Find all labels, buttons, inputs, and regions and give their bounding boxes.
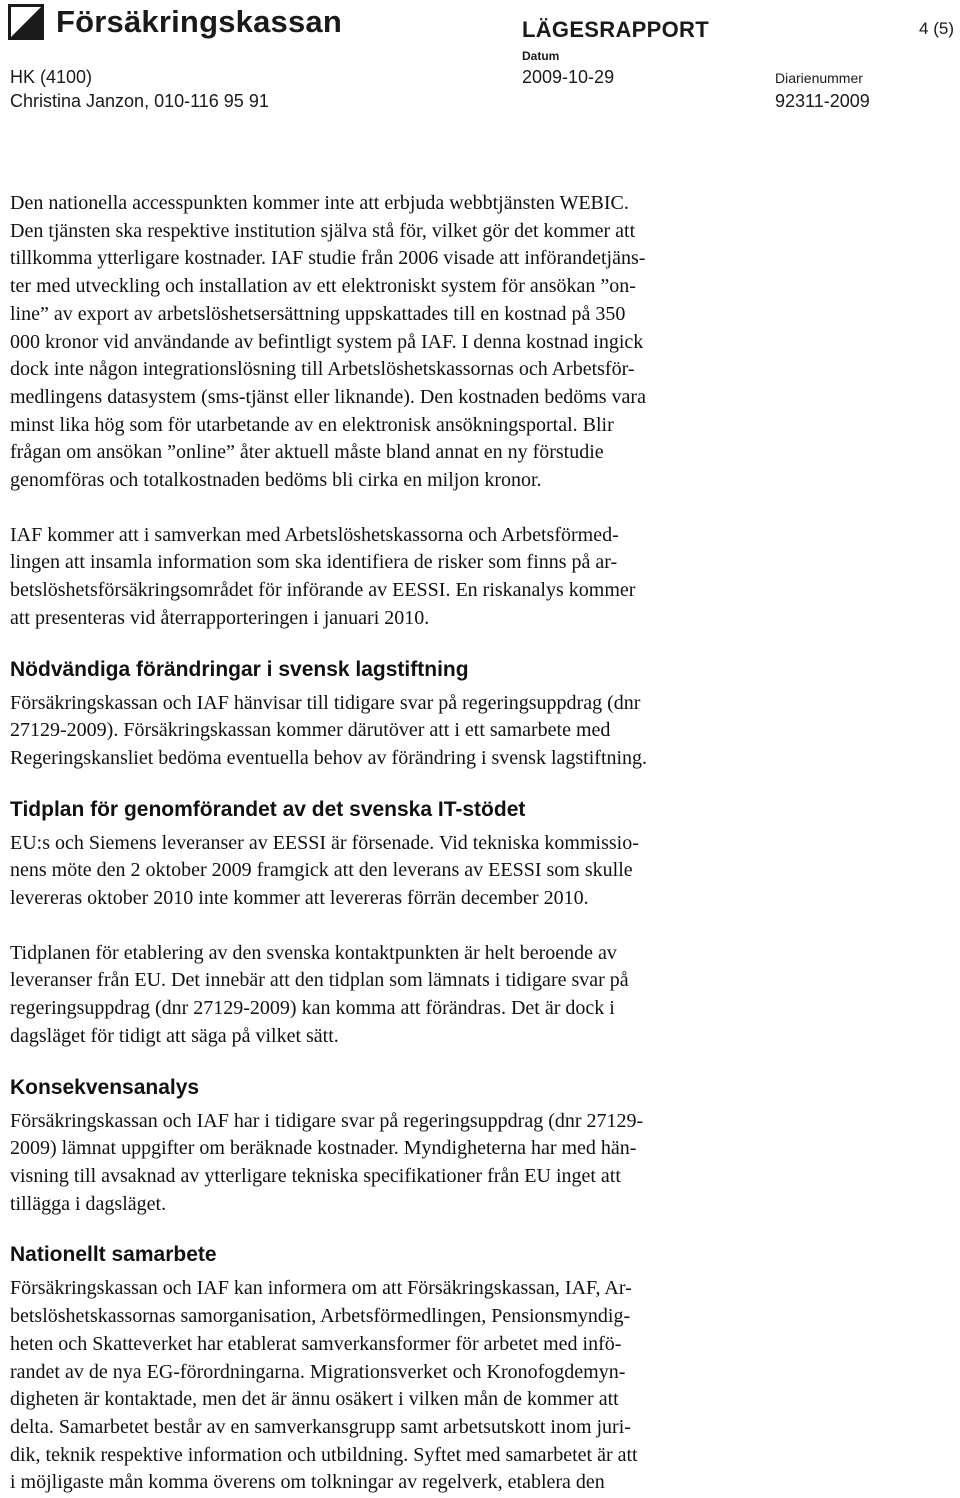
body-paragraph: [10, 830, 950, 913]
document-body: [10, 190, 950, 1497]
paragraph-line: Den nationella accesspunkten kommer inte att erbjuda webbtjänsten WEBIC.: [10, 192, 629, 214]
section-heading-wrapper: [10, 773, 950, 830]
section-heading-wrapper: [10, 1051, 950, 1108]
paragraph-line: tillägga i dagsläget.: [10, 1192, 167, 1215]
body-paragraph: [10, 940, 950, 1051]
section-heading-wrapper: [10, 1218, 950, 1275]
section-heading: Nationellt samarbete: [10, 1243, 217, 1267]
paragraph-line: frågan om ansökan ”online” åter aktuell måste bland annat en ny förstudie: [10, 441, 604, 464]
diarienummer-label: Diarienummer: [775, 70, 863, 86]
paragraph-line: heten och Skatteverket har etablerat samverkansformer för arbetet med infö-: [10, 1332, 622, 1355]
paragraph-line: att presenteras vid återrapporteringen i januari 2010.: [10, 606, 430, 629]
paragraph-line: 27129-2009). Försäkringskassan kommer därutöver att i ett samarbete med: [10, 719, 611, 742]
paragraph-line: Försäkringskassan och IAF kan informera om att Försäkringskassan, IAF, Ar-: [10, 1277, 632, 1300]
diarienummer-value: 92311-2009: [775, 91, 870, 111]
paragraph-line: lingen att insamla information som ska identifiera de risker som finns på ar-: [10, 551, 618, 574]
contact-person: Christina Janzon, 010-116 95 91: [10, 91, 269, 111]
paragraph-line: 000 kronor vid användande av befintligt system på IAF. I denna kostnad ingick: [10, 330, 644, 353]
department: HK (4100): [10, 67, 93, 87]
paragraph-line: Försäkringskassan och IAF hänvisar till tidigare svar på regeringsuppdrag (dnr: [10, 691, 641, 714]
date-label: Datum: [522, 49, 560, 63]
paragraph-line: Försäkringskassan och IAF har i tidigare svar på regeringsuppdrag (dnr 27129-: [10, 1109, 644, 1132]
forsakringskassan-logo-icon: [8, 4, 44, 40]
body-paragraph: [10, 1108, 950, 1219]
paragraph-line: medlingens datasystem (sms-tjänst eller liknande). Den kostnaden bedöms vara: [10, 385, 646, 408]
date-value: 2009-10-29: [522, 67, 615, 87]
paragraph-line: IAF kommer att i samverkan med Arbetslöshetskassorna och Arbetsförmed-: [10, 523, 619, 546]
body-paragraph: [10, 690, 950, 773]
section-heading-wrapper: [10, 633, 950, 690]
paragraph-line: digheten är kontaktade, men det är ännu osäkert i vilken mån de kommer att: [10, 1388, 619, 1411]
document-type: LÄGESRAPPORT: [522, 17, 709, 42]
paragraph-line: i möjligaste mån komma överens om tolkningar av regelverk, etablera den: [10, 1471, 605, 1494]
paragraph-line: delta. Samarbetet består av en samverkansgrupp samt arbetsutskott inom juri-: [10, 1415, 631, 1438]
paragraph-line: dock inte någon integrationslösning till Arbetslöshetskassornas och Arbetsför-: [10, 358, 635, 381]
paragraph-gap: [10, 913, 950, 940]
paragraph-line: visning till avsaknad av ytterligare tekniska specifikationer från EU inget att: [10, 1164, 621, 1187]
body-paragraph: [10, 190, 950, 495]
paragraph-line: genomföras och totalkostnaden bedöms bli cirka en miljon kronor.: [10, 469, 542, 492]
paragraph-line: betslöshetsförsäkringsområdet för införande av EESSI. En riskanalys kommer: [10, 579, 636, 602]
paragraph-line: ter med utveckling och installation av ett elektroniskt system för ansökan ”on-: [10, 275, 636, 298]
paragraph-line: betslöshetskassornas samorganisation, Arbetsförmedlingen, Pensionsmyndig-: [10, 1305, 631, 1328]
paragraph-line: dik, teknik respektive information och utbildning. Syftet med samarbetet är att: [10, 1443, 638, 1466]
paragraph-line: levereras oktober 2010 inte kommer att levereras förrän december 2010.: [10, 887, 589, 910]
paragraph-line: minst lika hög som för utarbetande av en elektronisk ansökningsportal. Blir: [10, 413, 614, 436]
paragraph-line: EU:s och Siemens leveranser av EESSI är försenade. Vid tekniska kommissio-: [10, 831, 639, 854]
paragraph-line: line” av export av arbetslöshetsersättning uppskattades till en kostnad på 350: [10, 302, 626, 325]
paragraph-line: dagsläget för tidigt att säga på vilket sätt.: [10, 1024, 339, 1047]
page-number: 4 (5): [919, 19, 954, 38]
section-heading: Konsekvensanalys: [10, 1075, 200, 1099]
paragraph-line: leveranser från EU. Det innebär att den tidplan som lämnats i tidigare svar på: [10, 969, 629, 992]
body-paragraph: [10, 522, 950, 633]
paragraph-gap: [10, 495, 950, 522]
paragraph-line: Den tjänsten ska respektive institution själva stå för, vilket gör det kommer att: [10, 219, 636, 242]
organization-name: Försäkringskassan: [56, 4, 342, 39]
document-header: [0, 0, 960, 120]
paragraph-line: regeringsuppdrag (dnr 27129-2009) kan komma att förändras. Det är dock i: [10, 997, 615, 1020]
paragraph-line: Tidplanen för etablering av den svenska kontaktpunkten är helt beroende av: [10, 941, 617, 964]
body-paragraph: [10, 1275, 950, 1497]
paragraph-line: Regeringskansliet bedöma eventuella behov av förändring i svensk lagstiftning.: [10, 746, 648, 769]
section-heading: Tidplan för genomförandet av det svenska IT-stödet: [10, 797, 526, 821]
paragraph-line: randet av de nya EG-förordningarna. Migrationsverket och Kronofogdemyn-: [10, 1360, 626, 1383]
paragraph-line: 2009) lämnat uppgifter om beräknade kostnader. Myndigheterna har med hän-: [10, 1137, 637, 1160]
paragraph-line: tillkomma ytterligare kostnader. IAF studie från 2006 visade att införandetjäns-: [10, 247, 646, 270]
section-heading: Nödvändiga förändringar i svensk lagstiftning: [10, 657, 469, 681]
paragraph-line: nens möte den 2 oktober 2009 framgick att den leverans av EESSI som skulle: [10, 859, 633, 882]
